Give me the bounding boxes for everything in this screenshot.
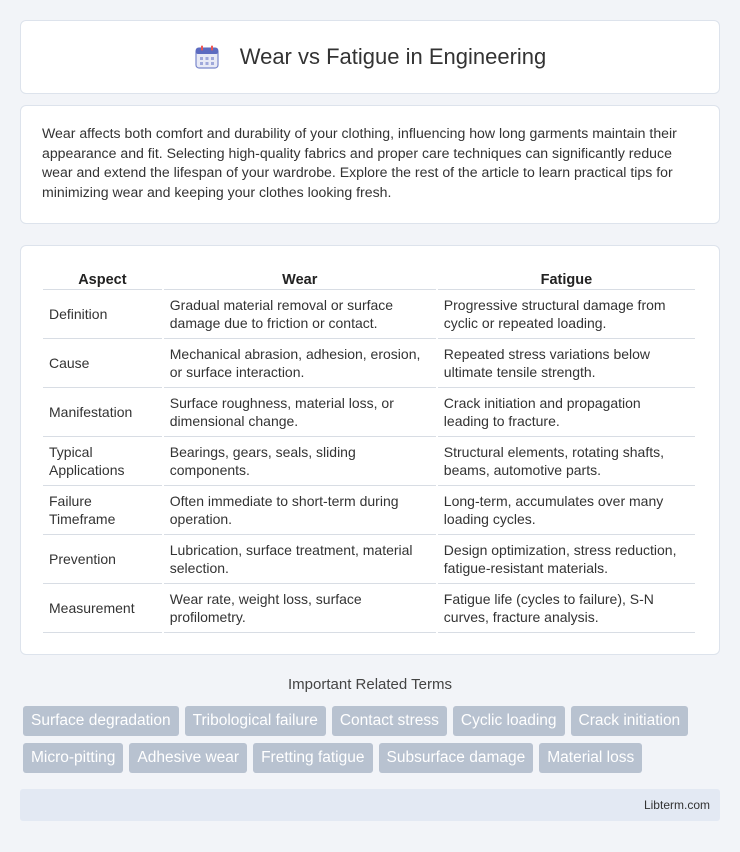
row-aspect: Measurement	[43, 584, 162, 633]
related-term-tag[interactable]: Material loss	[539, 743, 642, 773]
table-row	[43, 290, 695, 339]
row-wear: Bearings, gears, seals, sliding components.	[164, 437, 436, 486]
row-aspect: Definition	[43, 290, 162, 339]
page-title: Wear vs Fatigue in Engineering	[239, 44, 547, 69]
related-term-tag[interactable]: Surface degradation	[23, 706, 179, 736]
row-fatigue: Design optimization, stress reduction, fatigue-resistant materials.	[438, 535, 695, 584]
related-term-tag[interactable]: Crack initiation	[571, 706, 689, 736]
table-header-row	[43, 266, 695, 290]
column-header-aspect: Aspect	[43, 266, 162, 290]
related-terms-heading: Important Related Terms	[288, 676, 452, 693]
table-row	[43, 437, 695, 486]
row-fatigue: Repeated stress variations below ultimate tensile strength.	[438, 339, 695, 388]
column-header-fatigue: Fatigue	[438, 266, 695, 290]
row-wear: Lubrication, surface treatment, material selection.	[164, 535, 436, 584]
row-fatigue: Structural elements, rotating shafts, beams, automotive parts.	[438, 437, 695, 486]
row-fatigue: Crack initiation and propagation leading to fracture.	[438, 388, 695, 437]
table-row	[43, 339, 695, 388]
footer	[20, 789, 720, 821]
related-term-tag[interactable]: Contact stress	[332, 706, 447, 736]
table-row	[43, 486, 695, 535]
row-wear: Often immediate to short-term during operation.	[164, 486, 436, 535]
column-header-wear: Wear	[164, 266, 436, 290]
comparison-table	[41, 266, 697, 633]
related-term-tag[interactable]: Subsurface damage	[379, 743, 534, 773]
related-terms-list	[23, 706, 723, 773]
related-term-tag[interactable]: Micro-pitting	[23, 743, 123, 773]
intro-card	[20, 105, 720, 224]
table-row	[43, 584, 695, 633]
row-aspect: Cause	[43, 339, 162, 388]
related-term-tag[interactable]: Adhesive wear	[129, 743, 247, 773]
row-aspect: Typical Applications	[43, 437, 162, 486]
row-wear: Gradual material removal or surface damage due to friction or contact.	[164, 290, 436, 339]
row-wear: Mechanical abrasion, adhesion, erosion, or surface interaction.	[164, 339, 436, 388]
row-aspect: Failure Timeframe	[43, 486, 162, 535]
related-term-tag[interactable]: Cyclic loading	[453, 706, 565, 736]
intro-text: Wear affects both comfort and durability of your clothing, influencing how long garments maintain their appearance and fit. Selecting high-quality fabrics and proper care techniques can significantly reduce wear and extend the lifespan of your wardrobe. Explore the rest of the article to learn practical tips for minimizing wear and keeping your clothes looking fresh.	[42, 125, 677, 200]
related-term-tag[interactable]: Fretting fatigue	[253, 743, 372, 773]
related-term-tag[interactable]: Tribological failure	[185, 706, 326, 736]
row-wear: Surface roughness, material loss, or dimensional change.	[164, 388, 436, 437]
calendar-icon	[194, 44, 220, 70]
table-row	[43, 535, 695, 584]
row-wear: Wear rate, weight loss, surface profilometry.	[164, 584, 436, 633]
table-row	[43, 388, 695, 437]
row-fatigue: Progressive structural damage from cyclic or repeated loading.	[438, 290, 695, 339]
comparison-card	[20, 245, 720, 655]
row-aspect: Prevention	[43, 535, 162, 584]
row-aspect: Manifestation	[43, 388, 162, 437]
footer-brand-link[interactable]: Libterm.com	[643, 798, 710, 812]
row-fatigue: Fatigue life (cycles to failure), S-N curves, fracture analysis.	[438, 584, 695, 633]
row-fatigue: Long-term, accumulates over many loading cycles.	[438, 486, 695, 535]
title-card	[20, 20, 720, 94]
